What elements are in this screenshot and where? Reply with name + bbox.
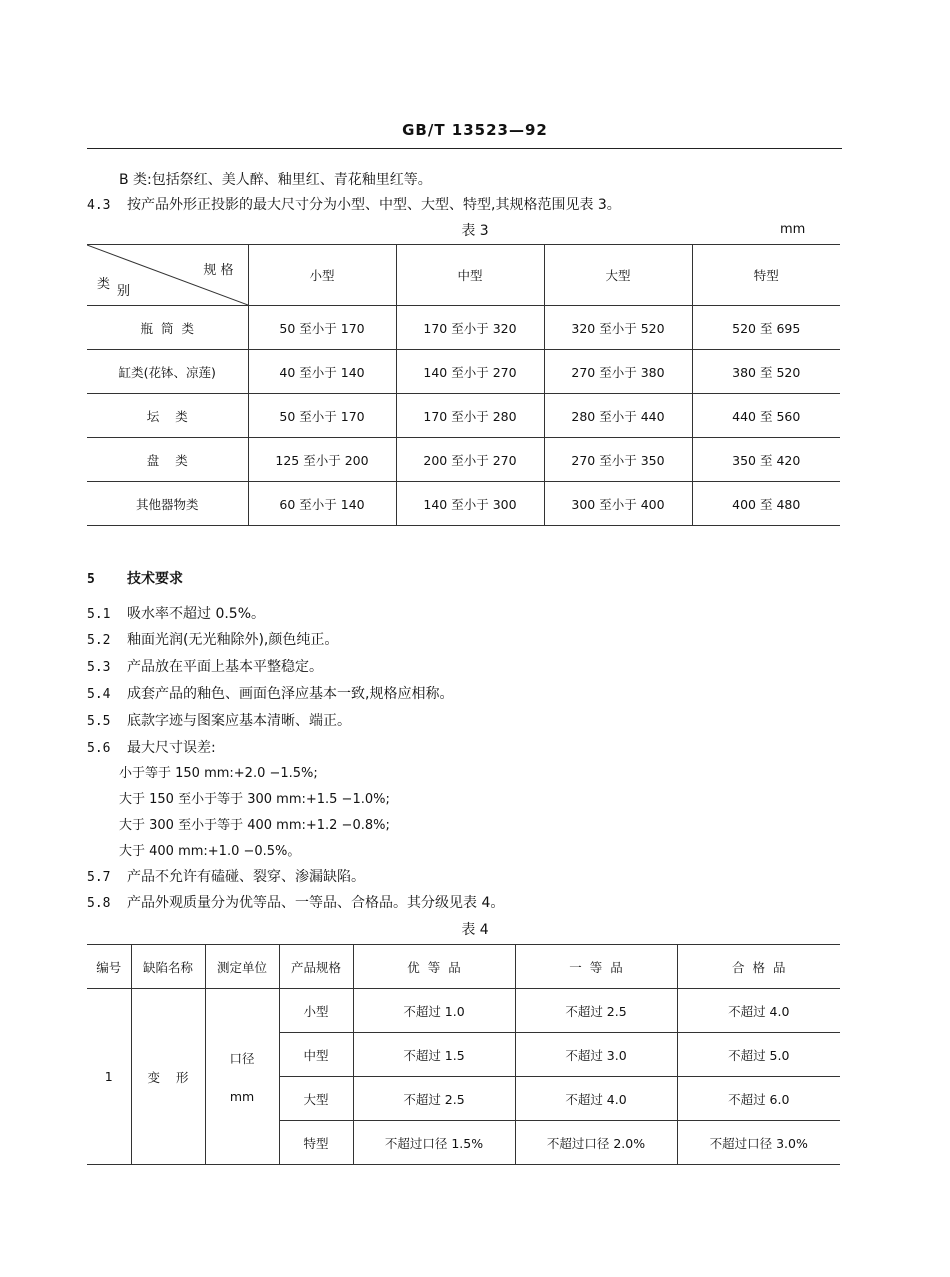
table3-category: 盘 类 [87,438,248,482]
table3-cell: 140 至小于 270 [396,350,544,394]
clause-number: 5.6 [87,741,111,756]
grade-cell: 不超过 1.5 [353,1033,515,1077]
table3-category: 其他器物类 [87,482,248,526]
table4-col-header: 编号 [87,945,131,989]
spec-cell: 中型 [279,1033,353,1077]
clause-number: 5.2 [87,633,111,648]
table3-cell: 520 至 695 [692,306,840,350]
table3-cell: 140 至小于 300 [396,482,544,526]
spec-cell: 小型 [279,989,353,1033]
table3-cell: 300 至小于 400 [544,482,692,526]
tolerance-line: 小于等于 150 mm:+2.0 −1.5%; [119,766,318,781]
clause-text: 产品放在平面上基本平整稳定。 [127,659,323,675]
spec-cell: 特型 [279,1121,353,1165]
clause-number: 5.4 [87,687,111,702]
clause-5-5 [87,712,351,731]
unit-line-1: 口径 [229,1051,255,1066]
clause-5-3 [87,658,323,677]
section5-heading [87,570,183,589]
grade-cell: 不超过 6.0 [677,1077,840,1121]
clause-5-7 [87,868,365,887]
table-row [87,306,840,350]
grade-cell: 不超过口径 3.0% [677,1121,840,1165]
clause-5-8 [87,894,504,913]
table3-cell: 170 至小于 280 [396,394,544,438]
table3-cell: 50 至小于 170 [248,306,396,350]
table3-cell: 125 至小于 200 [248,438,396,482]
grade-cell: 不超过 1.0 [353,989,515,1033]
clause-5-2 [87,631,338,650]
corner-bottom-label: 类 [97,277,111,292]
clause-5-4 [87,685,453,704]
table3-unit: mm [780,222,806,237]
table4-header-row [87,945,840,989]
section-title: 技术要求 [127,571,183,587]
clause-number: 4.3 [87,198,111,213]
table3-cell: 440 至 560 [692,394,840,438]
table4 [87,944,840,1165]
table3-cell: 50 至小于 170 [248,394,396,438]
grade-cell: 不超过 2.5 [515,989,677,1033]
table3-col-header: 小型 [248,245,396,306]
clause-text: 釉面光润(无光釉除外),颜色纯正。 [127,632,339,648]
clause-number: 5.7 [87,870,111,885]
table3-cell: 400 至 480 [692,482,840,526]
corner-top-label: 规 格 [203,263,234,278]
table-row [87,482,840,526]
grade-cell: 不超过口径 2.0% [515,1121,677,1165]
table3-cell: 270 至小于 380 [544,350,692,394]
clause-text: 吸水率不超过 0.5%。 [127,606,266,622]
table3-cell: 350 至 420 [692,438,840,482]
table3-category: 坛 类 [87,394,248,438]
clause-text: 最大尺寸误差: [127,740,216,756]
table3 [87,244,840,526]
table3-cell: 60 至小于 140 [248,482,396,526]
table3-cell: 270 至小于 350 [544,438,692,482]
clause-text: 底款字迹与图案应基本清晰、端正。 [127,713,351,729]
grade-cell: 不超过 4.0 [677,989,840,1033]
measurement-unit [205,989,279,1165]
clause-5-1 [87,605,265,624]
spec-cell: 大型 [279,1077,353,1121]
clause-4-3 [87,196,621,215]
table-row [87,350,840,394]
table3-cell: 280 至小于 440 [544,394,692,438]
table3-cell: 170 至小于 320 [396,306,544,350]
table4-caption: 表 4 [461,922,489,938]
tolerance-line: 大于 400 mm:+1.0 −0.5%。 [119,844,301,859]
table-row [87,394,840,438]
table4-col-header: 优 等 品 [353,945,515,989]
section-number: 5 [87,572,95,587]
tolerance-line: 大于 150 至小于等于 300 mm:+1.5 −1.0%; [119,792,390,807]
table3-cell: 200 至小于 270 [396,438,544,482]
table3-col-header: 中型 [396,245,544,306]
table3-category: 瓶 筒 类 [87,306,248,350]
grade-cell: 不超过 4.0 [515,1077,677,1121]
defect-name: 变 形 [131,989,205,1165]
header-rule [87,148,842,149]
table4-col-header: 产品规格 [279,945,353,989]
grade-cell: 不超过 2.5 [353,1077,515,1121]
corner-bottom-label-2: 别 [117,284,131,299]
clause-number: 5.3 [87,660,111,675]
defect-number: 1 [87,989,131,1165]
unit-line-2: mm [229,1089,255,1104]
clause-number: 5.1 [87,607,111,622]
table3-category: 缸类(花钵、凉莲) [87,350,248,394]
table3-header-row [87,245,840,306]
clause-text: 产品不允许有磕碰、裂穿、渗漏缺陷。 [127,869,365,885]
clause-number: 5.5 [87,714,111,729]
table4-col-header: 一 等 品 [515,945,677,989]
table3-cell: 40 至小于 140 [248,350,396,394]
tolerance-line: 大于 300 至小于等于 400 mm:+1.2 −0.8%; [119,818,390,833]
table3-cell: 380 至 520 [692,350,840,394]
table-row [87,438,840,482]
table3-caption: 表 3 [461,223,489,239]
table4-col-header: 缺陷名称 [131,945,205,989]
table4-col-header: 测定单位 [205,945,279,989]
category-b-line: B 类:包括祭红、美人醉、釉里红、青花釉里红等。 [119,172,432,188]
grade-cell: 不超过 3.0 [515,1033,677,1077]
clause-text: 按产品外形正投影的最大尺寸分为小型、中型、大型、特型,其规格范围见表 3。 [127,197,621,213]
table3-corner-cell [87,245,248,306]
table4-col-header: 合 格 品 [677,945,840,989]
grade-cell: 不超过口径 1.5% [353,1121,515,1165]
table3-col-header: 大型 [544,245,692,306]
table3-col-header: 特型 [692,245,840,306]
clause-text: 成套产品的釉色、画面色泽应基本一致,规格应相称。 [127,686,454,702]
clause-5-6 [87,739,216,758]
table3-cell: 320 至小于 520 [544,306,692,350]
grade-cell: 不超过 5.0 [677,1033,840,1077]
clause-number: 5.8 [87,896,111,911]
standard-code-header: GB/T 13523—92 [402,121,548,139]
table-row [87,989,840,1033]
clause-text: 产品外观质量分为优等品、一等品、合格品。其分级见表 4。 [127,895,505,911]
